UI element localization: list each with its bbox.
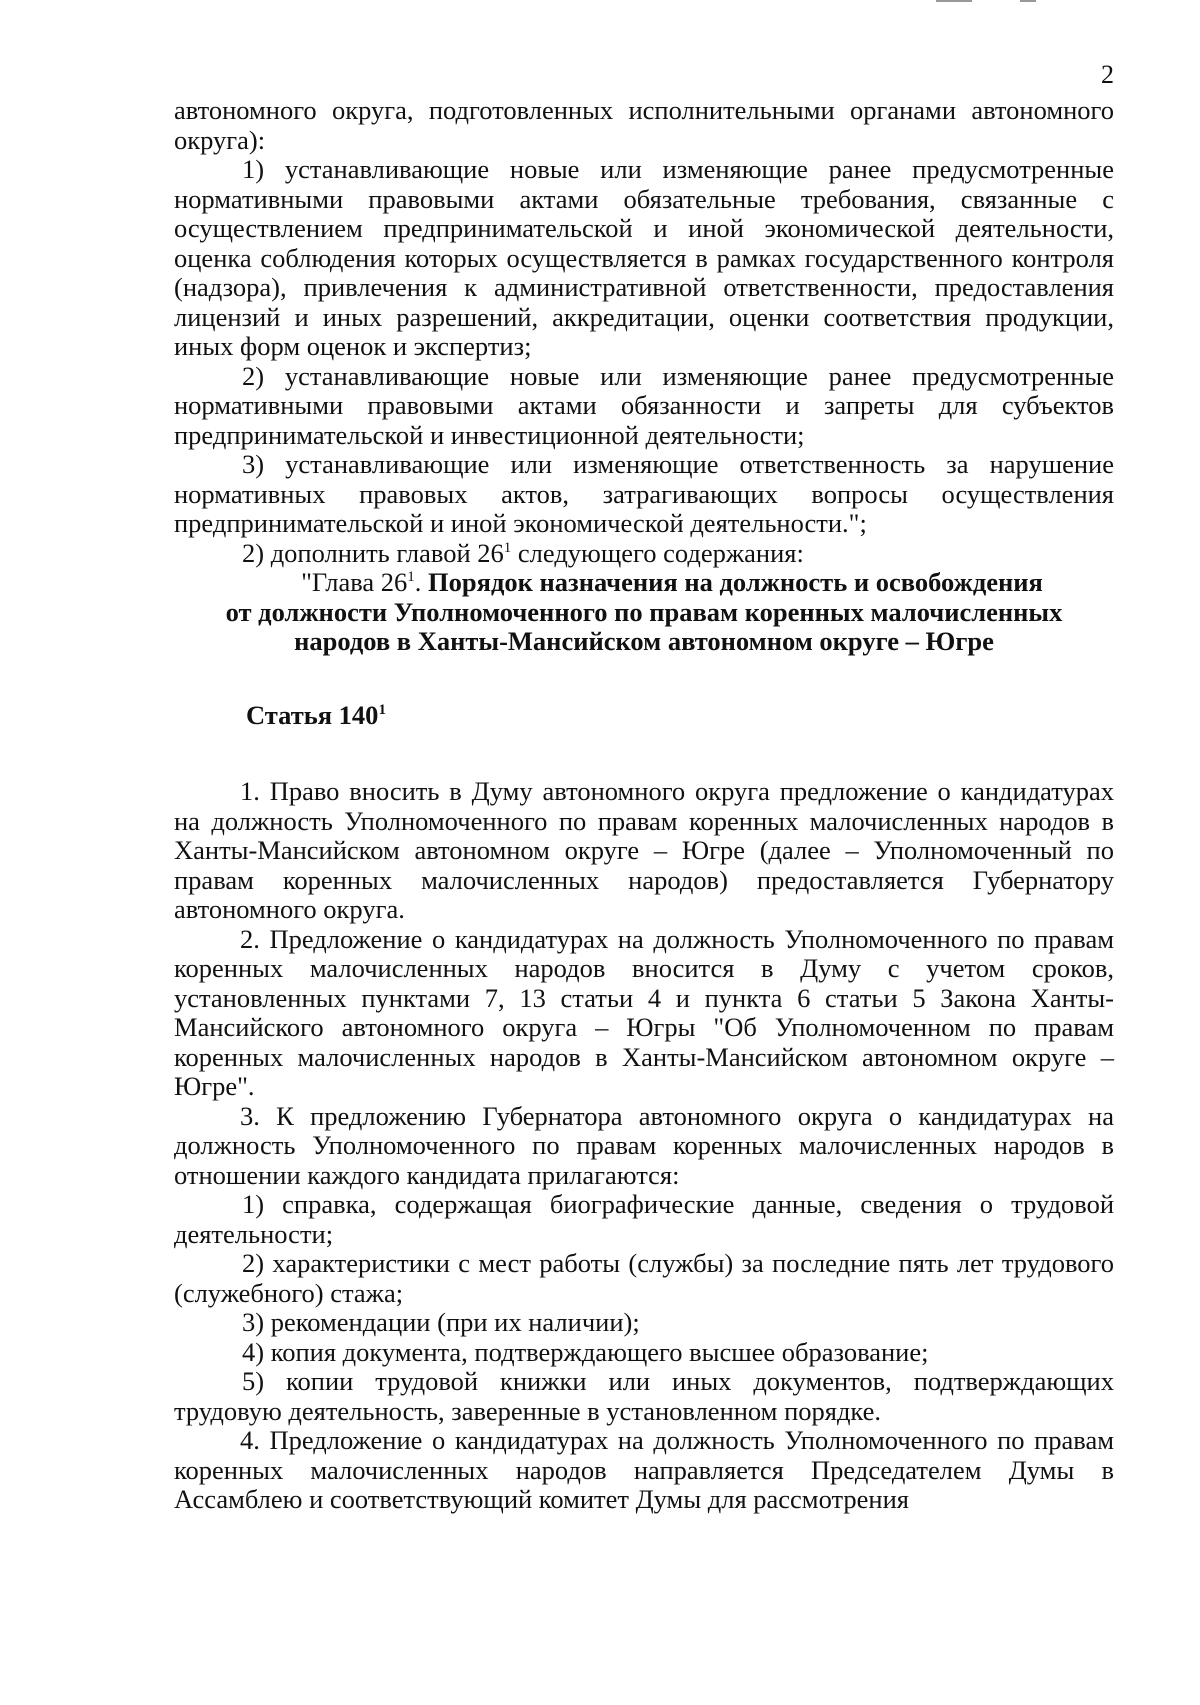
chapter-title-line3: народов в Ханты-Мансийском автономном округе – Югре xyxy=(294,626,994,656)
list-item-paragraph: 2) характеристики с мест работы (службы) за последние пять лет трудового (служебного) стажа; xyxy=(174,1248,1114,1308)
chapter-label-dot: . xyxy=(414,567,429,597)
paragraph-text: автономного округа, подготовленных исполнительными органами автономного округа): xyxy=(174,95,1114,155)
list-item-paragraph: 3) рекомендации (при их наличии); xyxy=(242,1307,640,1337)
article-paragraph: 2. Предложение о кандидатурах на должность Уполномоченного по правам коренных малочисленных народов вносится в Думу с учетом сроков, установленных пунктами 7, 13 статьи 4 и пункта 6 статьи 5 Закона Ханты-Мансийского автономного округа – Югры "Об Уполномоченном по правам коренных малочисленных народов в Ханты-Мансийском автономном округе – Югре". xyxy=(174,923,1114,1101)
amendment-text-end: следующего содержания: xyxy=(511,537,804,568)
list-item-paragraph: 5) копии трудовой книжки или иных документов, подтверждающих трудовую деятельность, заверенные в установленном порядке. xyxy=(174,1366,1114,1426)
article-paragraph: 1. Право вносить в Думу автономного округа предложение о кандидатурах на должность Уполномоченного по правам коренных малочисленных народов в Ханты-Мансийском автономном округе – Югре (далее – Уполномоченный по правам коренных малочисленных народов) предоставляется Губернатору автономного округа. xyxy=(174,776,1114,924)
scan-artifact-mark xyxy=(936,0,972,2)
page-number: 2 xyxy=(1101,60,1114,89)
article-heading-superscript: 1 xyxy=(378,701,386,718)
list-item-paragraph: 1) справка, содержащая биографические данные, сведения о трудовой деятельности; xyxy=(174,1189,1114,1249)
article-paragraph: 4. Предложение о кандидатурах на должность Уполномоченного по правам коренных малочисленных народов направляется Председателем Думы в Ассамблею и соответствующий комитет Думы для рассмотрения xyxy=(174,1425,1114,1514)
paragraph-continuation xyxy=(174,96,1114,155)
article-paragraph: 3. К предложению Губернатора автономного округа о кандидатурах на должность Уполномоченного по правам коренных малочисленных народов в отношении каждого кандидата прилагаются: xyxy=(174,1100,1114,1190)
list-item-paragraph: 4) копия документа, подтверждающего высшее образование; xyxy=(242,1336,929,1367)
spacer xyxy=(174,730,1114,777)
article-heading xyxy=(174,701,1114,731)
document-body xyxy=(174,96,1114,1515)
list-item-paragraph: 1) устанавливающие новые или изменяющие ранее предусмотренные нормативными правовыми актами обязательные требования, связанные с осуществлением предпринимательской и иной экономической деятельности, оценка соблюдения которых осуществляется в рамках государственного контроля (надзора), привлечения к административной ответственности, предоставления лицензий и иных разрешений, аккредитации, оценки соответствия продукции, иных форм оценок и экспертиз; xyxy=(174,154,1114,361)
list-item-paragraph: 2) устанавливающие новые или изменяющие ранее предусмотренные нормативными правовыми актами обязанности и запреты для субъектов предпринимательской и инвестиционной деятельности; xyxy=(174,360,1114,450)
scan-artifact-mark xyxy=(1020,0,1036,2)
amendment-superscript: 1 xyxy=(503,539,512,556)
chapter-label: "Глава 26 xyxy=(301,567,408,597)
article-heading-text: Статья 140 xyxy=(246,699,379,730)
chapter-title-line2: от должности Уполномоченного по правам коренных малочисленных xyxy=(225,596,1063,627)
list-item-paragraph: 3) устанавливающие или изменяющие ответственность за нарушение нормативных правовых актов, затрагивающих вопросы осуществления предпринимательской и иной экономической деятельности."; xyxy=(174,449,1114,538)
amendment-paragraph xyxy=(174,539,1114,569)
chapter-title xyxy=(174,568,1114,598)
chapter-title-line1: Порядок назначения на должность и освобождения xyxy=(428,567,1043,597)
amendment-text: 2) дополнить главой 26 xyxy=(242,537,504,568)
chapter-label-superscript: 1 xyxy=(407,569,415,585)
